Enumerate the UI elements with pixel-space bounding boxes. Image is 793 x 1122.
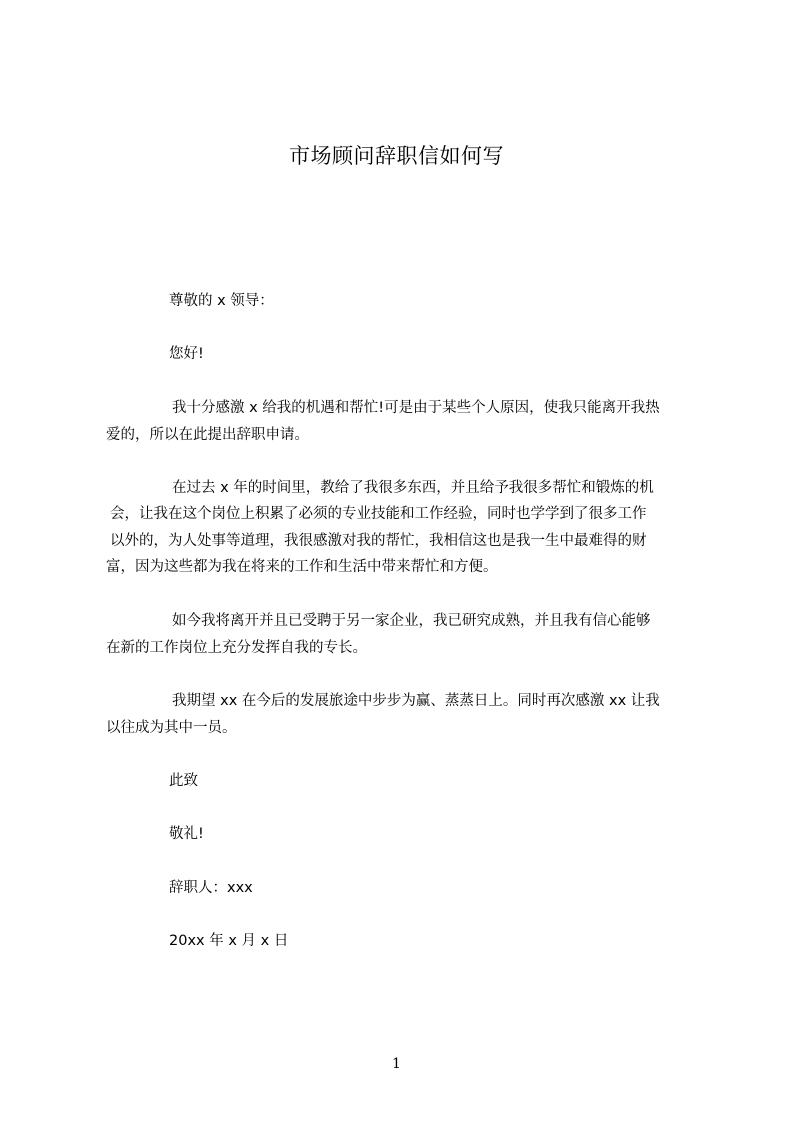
paragraph-4-line-1: 我期望 xx 在今后的发展旅途中步步为赢、蒸蒸日上。同时再次感激 xx 让我 <box>172 693 660 709</box>
signature: 辞职人：xxx <box>169 880 253 896</box>
paragraph-2-line-1: 在过去 x 年的时间里，教给了我很多东西，并且给予我很多帮忙和锻炼的机 <box>172 480 654 496</box>
paragraph-3-line-1: 如今我将离开并且已受聘于另一家企业，我已研究成熟，并且我有信心能够 <box>172 613 651 629</box>
closing-jingli: 敬礼! <box>169 826 204 842</box>
paragraph-1-line-1: 我十分感激 x 给我的机遇和帮忙!可是由于某些个人原因，使我只能离开我热 <box>172 400 660 416</box>
paragraph-2-line-3: 以外的，为人处事等道理，我很感激对我的帮忙，我相信这也是我一生中最难得的财 <box>110 533 647 549</box>
greeting: 您好! <box>169 346 204 362</box>
paragraph-2-line-4: 富，因为这些都为我在将来的工作和生活中带来帮忙和方便。 <box>106 559 498 575</box>
paragraph-1-line-2: 爱的，所以在此提出辞职申请。 <box>106 427 309 443</box>
document-title: 市场顾问辞职信如何写 <box>289 144 504 168</box>
paragraph-4-line-2: 以往成为其中一员。 <box>106 720 237 736</box>
paragraph-3-line-2: 在新的工作岗位上充分发挥自我的专长。 <box>106 640 367 656</box>
salutation: 尊敬的 x 领导： <box>169 293 274 309</box>
paragraph-2-line-2: 会，让我在这个岗位上积累了必须的专业技能和工作经验，同时也学学到了很多工作 <box>110 506 647 522</box>
page-number: 1 <box>392 1056 401 1072</box>
date: 20xx 年 x 月 x 日 <box>169 933 289 949</box>
closing-cizhi: 此致 <box>169 773 198 789</box>
